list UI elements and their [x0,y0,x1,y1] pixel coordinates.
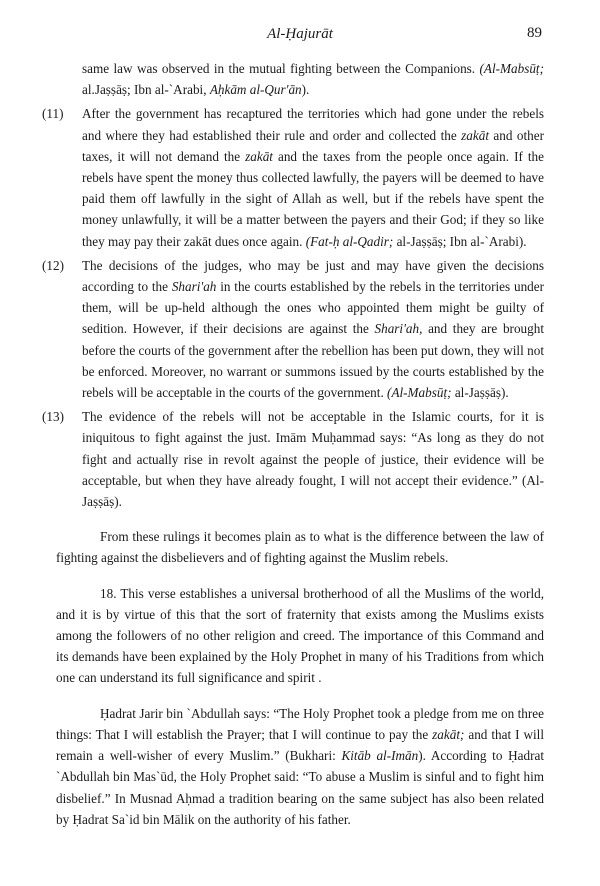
text-run: al.Jaṣṣāṣ; Ibn al-`Arabi, [82,82,210,98]
paragraph-conclusion [56,526,544,568]
text-run: and they are brought before the courts of the government after the rebellion has been put down, they will not be enforced. Moreover, no warrant or summons issued by the courts established by the rebels will be acceptable in the courts of the government. [82,321,544,401]
text-run: and the taxes from the people once again. If the rebels have spent the money thus collected lawfully, the payers will be deemed to have paid them off lawfully in the sight of Allah as well, but if the rebels have spent the money unlawfully, it will be a matter between the payers and their God; if they so like they may pay their zakāt dues once again. [82,148,544,249]
italic-term: Shari'ah [171,279,217,295]
text-run: From these rulings it becomes plain as to what is the difference between the law of fighting against the disbelievers and of fighting against the Muslim rebels. [56,529,544,566]
text-run: and other taxes, it will not demand the [82,127,544,164]
ruling-text [82,103,544,251]
ruling-text [82,255,544,403]
ruling-item-13 [42,406,544,512]
italic-term: (Al-Mabsūṭ; [479,61,544,76]
text-run: in the courts established by the rebels in the territories under them, will be up-held although the ones who appointed them might be guilty of sedition. However, if their decisions are against the [82,279,545,337]
italic-term: zakāt [461,127,489,143]
text-run: ). According to Ḥadrat `Abdullah bin Mas`ūd, the Holy Prophet said: “To abuse a Muslim is sinful and to fight him disbelief.” In Musnad Aḥmad a tradition bearing on the same subject has also been related by Ḥadrat Sa`id bin Mālik on the authority of his father. [56,748,544,827]
text-run: Ḥadrat Jarir bin `Abdullah says: “The Holy Prophet took a pledge from me on three things: That I will establish the Prayer; that I will continue to pay the [56,705,544,742]
item-number: (12) [42,257,64,273]
italic-term: Shari'ah, [374,321,423,337]
text-run: al-Jaṣṣāṣ). [451,385,509,401]
page-number: 89 [527,25,542,41]
continued-paragraph [56,58,544,100]
text-run: After the government has recaptured the territories which had gone under the rebels and where they had established their rule and order and collected the [82,106,544,143]
running-title: Al-Ḥajurāt [267,26,333,42]
text-run: same law was observed in the mutual fighting between the Companions. [82,61,480,76]
ruling-item-11 [42,103,544,251]
running-header [0,22,600,44]
italic-term: zakāt [245,148,273,164]
text-run: and that I will remain a well-wisher of every Muslim.” (Bukhari: [56,726,544,764]
item-number: (13) [42,409,64,425]
item-number: (11) [42,106,64,122]
text-run: 18. This verse establishes a universal brotherhood of all the Muslims of the world, and it is by virtue of this that the sort of fraternity that exists among the Muslims exists among the followers of no other religion and creed. The importance of this Command and its demands have been explained by the Holy Prophet in many of his Traditions from which one can understand its full significance and spirit . [56,585,544,686]
body-text [42,58,545,830]
italic-term: zakāt; [432,726,465,742]
text-run: al-Jaṣṣāṣ; Ibn al-`Arabi). [393,233,527,249]
paragraph-note-18 [56,583,544,689]
italic-term: (Al-Mabsūṭ; [387,385,452,401]
text-run: The evidence of the rebels will not be acceptable in the Islamic courts, for it is iniquitous to fight against the just. Imām Muḥammad says: “As long as they do not fight and actually rise in revolt against the people of justice, their evidence will be acceptable, but when they have already fought, I will not accept their evidence.” (Al-Jaṣṣāṣ). [82,409,544,510]
paragraph-tradition [56,703,544,830]
text-run: The decisions of the judges, who may be just and may have given the decisions according to the [82,257,544,295]
italic-term: (Fat-ḥ al-Qadir; [305,233,394,249]
text-run: ). [301,82,310,98]
ruling-text [82,406,544,512]
ruling-item-12 [42,255,545,403]
italic-term: Aḥkām al-Qur'ān [209,82,302,98]
italic-term: Kitāb al-Imān [341,748,419,764]
